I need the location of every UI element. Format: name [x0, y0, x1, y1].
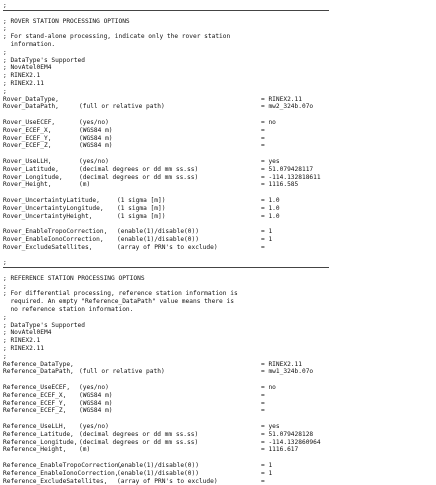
option-comment: (1 sigma [m]): [117, 212, 166, 220]
option-key: Rover_ECEF_X,: [3, 126, 52, 134]
option-value: =: [261, 142, 265, 150]
option-comment: (WGS84 m): [79, 391, 113, 399]
section-title: ; ROVER STATION PROCESSING OPTIONS: [3, 17, 130, 25]
comment-line: ; NovAtel0EM4: [3, 64, 52, 72]
option-value: = no: [261, 384, 276, 392]
option-value: =: [261, 126, 265, 134]
option-key: Rover_Height,: [3, 181, 52, 189]
option-row: [3, 361, 433, 369]
option-comment: (WGS84 m): [79, 142, 113, 150]
comment-line: ; DataType's Supported: [3, 56, 85, 64]
option-comment: (enable(1)/disable(0)): [117, 228, 199, 236]
comment-line: ;: [3, 2, 7, 9]
blank-line: [3, 220, 433, 228]
option-row: [3, 103, 433, 111]
option-value: = mw2_324b.07o: [261, 103, 314, 111]
option-key: Reference_DataPath,: [3, 368, 74, 376]
option-comment: (array of PRN's to exclude): [117, 477, 218, 485]
option-value: =: [261, 399, 265, 407]
blank-line: [3, 150, 433, 158]
option-value: = 51.079428128: [261, 430, 314, 438]
option-comment: (1 sigma [m]): [117, 196, 166, 204]
option-key: Rover_ECEF_Y,: [3, 134, 52, 142]
option-comment: (m): [79, 446, 91, 454]
option-row: [3, 470, 433, 478]
option-comment: (WGS84 m): [79, 126, 113, 134]
option-value: =: [261, 134, 265, 142]
option-key: Reference_ECEF_Y,: [3, 399, 67, 407]
option-row: [3, 384, 433, 392]
option-row: [3, 197, 433, 205]
option-value: = 1: [261, 235, 273, 243]
option-key: Reference_UseLLH,: [3, 423, 67, 431]
option-row: [3, 478, 433, 485]
option-comment: (full or relative path): [79, 368, 165, 376]
option-key: Rover_EnableIonoCorrection,: [3, 235, 104, 243]
blank-line: [3, 376, 433, 384]
option-key: Rover_UseECEF,: [3, 118, 56, 126]
comment-line: ; RINEX2.1: [3, 72, 41, 80]
option-comment: (decimal degrees or dd mm ss.ss): [79, 438, 199, 446]
option-value: = yes: [261, 423, 280, 431]
option-key: Rover_UseLLH,: [3, 157, 52, 165]
option-row: [3, 205, 433, 213]
option-comment: (WGS84 m): [79, 407, 113, 415]
blank-line: [3, 252, 433, 260]
option-comment: (full or relative path): [79, 103, 165, 111]
option-key: Reference_ECEF_X,: [3, 391, 67, 399]
option-row: [3, 174, 433, 182]
blank-line: [3, 415, 433, 423]
option-key: Rover_UncertaintyHeight,: [3, 212, 93, 220]
option-comment: (yes/no): [79, 118, 109, 126]
option-comment: (decimal degrees or dd mm ss.ss): [79, 430, 199, 438]
section-divider: [3, 10, 329, 18]
comment-line: ; RINEX2.11: [3, 345, 44, 353]
option-key: Reference_EnableIonoCorrection,: [3, 469, 119, 477]
option-comment: (enable(1)/disable(0)): [117, 469, 199, 477]
option-row: [3, 392, 433, 400]
comment-line: required. An empty "Reference_DataPath" value means there is: [3, 298, 234, 306]
option-key: Rover_EnableTropoCorrection,: [3, 228, 108, 236]
option-row: [3, 423, 433, 431]
option-row: [3, 135, 433, 143]
option-key: Rover_DataPath,: [3, 103, 59, 111]
comment-line: ;: [3, 352, 7, 360]
option-key: Reference_DataType,: [3, 360, 74, 368]
comment-line: ;: [3, 87, 7, 95]
comment-line: ; For stand-alone processing, indicate only the rover station: [3, 33, 231, 41]
option-value: = 1.0: [261, 212, 280, 220]
option-value: = no: [261, 118, 276, 126]
comment-line: ;: [3, 259, 7, 267]
option-key: Rover_ExcludeSatellites,: [3, 243, 93, 251]
option-row: [3, 462, 433, 470]
comment-line: ; For differential processing, reference station information is: [3, 290, 238, 298]
option-key: Rover_UncertaintyLatitude,: [3, 196, 100, 204]
option-row: [3, 446, 433, 454]
option-comment: (enable(1)/disable(0)): [117, 235, 199, 243]
option-row: [3, 166, 433, 174]
comment-line: ; DataType's Supported: [3, 321, 85, 329]
comment-line: ;: [3, 282, 7, 290]
option-value: =: [261, 243, 265, 251]
comment-line: ; RINEX2.1: [3, 337, 41, 345]
option-key: Reference_Latitude,: [3, 430, 74, 438]
option-row: [3, 158, 433, 166]
option-key: Rover_Latitude,: [3, 165, 59, 173]
option-row: [3, 439, 433, 447]
blank-line: [3, 189, 433, 197]
option-row: [3, 96, 433, 104]
option-value: = -114.132818611: [261, 173, 321, 181]
option-value: = -114.132860964: [261, 438, 321, 446]
option-comment: (WGS84 m): [79, 399, 113, 407]
option-value: = 1116.585: [261, 181, 299, 189]
comment-line: ; RINEX2.11: [3, 79, 44, 87]
option-comment: (yes/no): [79, 423, 109, 431]
option-value: = 1.0: [261, 204, 280, 212]
option-comment: (enable(1)/disable(0)): [117, 462, 199, 470]
option-key: Reference_ExcludeSatellites,: [3, 477, 108, 485]
option-value: = 1: [261, 462, 273, 470]
option-key: Reference_Height,: [3, 446, 67, 454]
comment-line: ;: [3, 48, 7, 56]
option-comment: (decimal degrees or dd mm ss.ss): [79, 165, 199, 173]
option-row: [3, 127, 433, 135]
option-key: Rover_ECEF_Z,: [3, 142, 52, 150]
option-row: [3, 407, 433, 415]
comment-line: ; NovAtel0EM4: [3, 329, 52, 337]
option-key: Rover_UncertaintyLongitude,: [3, 204, 104, 212]
blank-line: [3, 111, 433, 119]
option-comment: (1 sigma [m]): [117, 204, 166, 212]
comment-line: ;: [3, 25, 7, 33]
config-document: [3, 2, 433, 485]
blank-line: [3, 454, 433, 462]
comment-line: ;: [3, 313, 7, 321]
option-row: [3, 142, 433, 150]
option-key: Reference_ECEF_Z,: [3, 407, 67, 415]
option-value: = 1.0: [261, 196, 280, 204]
option-row: [3, 431, 433, 439]
option-key: Reference_EnableTropoCorrection,: [3, 462, 123, 470]
option-key: Reference_UseECEF,: [3, 384, 71, 392]
option-row: [3, 400, 433, 408]
option-row: [3, 228, 433, 236]
section-title: ; REFERENCE STATION PROCESSING OPTIONS: [3, 274, 145, 282]
option-comment: (WGS84 m): [79, 134, 113, 142]
option-comment: (m): [79, 181, 91, 189]
option-value: = yes: [261, 157, 280, 165]
option-row: [3, 181, 433, 189]
option-comment: (array of PRN's to exclude): [117, 243, 218, 251]
option-value: =: [261, 477, 265, 485]
option-value: = 1: [261, 228, 273, 236]
option-comment: (yes/no): [79, 157, 109, 165]
comment-line: no reference station information.: [3, 306, 134, 314]
option-row: [3, 244, 433, 252]
option-value: =: [261, 407, 265, 415]
option-row: [3, 236, 433, 244]
option-comment: (decimal degrees or dd mm ss.ss): [79, 173, 199, 181]
option-key: Rover_DataType,: [3, 95, 59, 103]
option-comment: (yes/no): [79, 384, 109, 392]
option-value: = mw1_324b.07o: [261, 368, 314, 376]
option-value: = 1116.617: [261, 446, 299, 454]
option-value: = RINEX2.11: [261, 95, 302, 103]
option-key: Rover_Longitude,: [3, 173, 63, 181]
option-key: Reference_Longitude,: [3, 438, 78, 446]
option-row: [3, 119, 433, 127]
option-row: [3, 213, 433, 221]
option-value: = 51.079428117: [261, 165, 314, 173]
comment-line: information.: [3, 40, 56, 48]
option-value: = 1: [261, 469, 273, 477]
option-value: = RINEX2.11: [261, 360, 302, 368]
section-divider: [3, 267, 329, 275]
option-row: [3, 368, 433, 376]
option-value: =: [261, 391, 265, 399]
